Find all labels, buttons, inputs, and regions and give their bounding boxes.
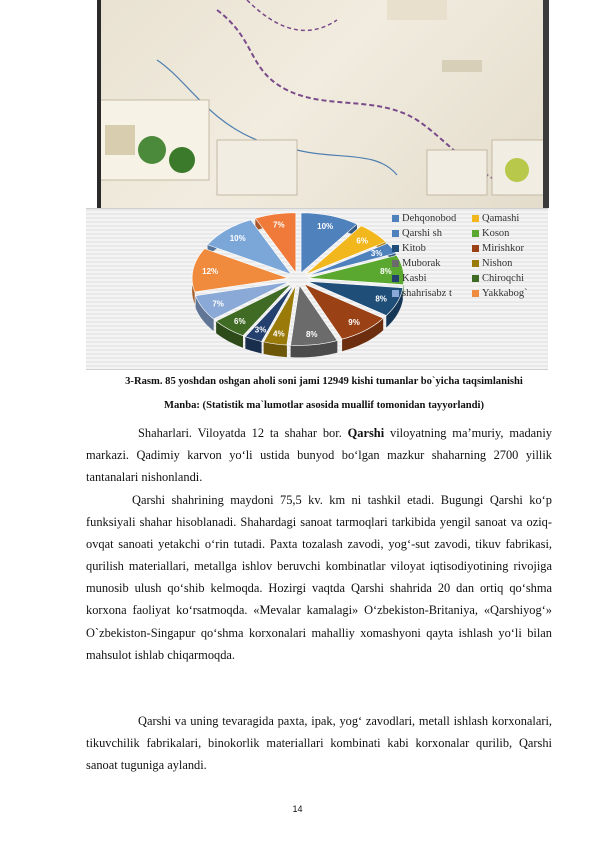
legend-swatch-5 xyxy=(472,245,479,252)
pie-chart xyxy=(86,208,548,370)
legend-label-9: Chiroqchi xyxy=(482,273,524,284)
legend-item-6 xyxy=(392,257,472,270)
legend-swatch-7 xyxy=(472,260,479,267)
slice-label-3: 8% xyxy=(380,267,392,277)
legend-label-4: Kitob xyxy=(402,243,426,254)
slice-label-5: 9% xyxy=(348,318,360,328)
legend-label-11: Yakkabog` xyxy=(482,288,528,299)
legend-item-11 xyxy=(472,287,544,300)
legend-label-0: Dehqonobod xyxy=(402,213,457,224)
legend-item-7 xyxy=(472,257,544,270)
slice-label-2: 3% xyxy=(370,249,383,259)
slice-label-11: 12% xyxy=(202,267,219,277)
slice-label-6: 8% xyxy=(305,330,318,340)
figure-caption: 3-Rasm. 85 yoshdan oshgan aholi soni jami 12949 kishi tumanlar bo`yicha taqsimlanishi xyxy=(125,376,523,387)
paragraph-1: Shaharlari. Viloyatda 12 ta shahar bor. Qarshi viloyatning ma’muriy, madaniy markazi. Qadimiy karvon yo‘li ustida bunyod bo‘lgan mazkur shaharning 2700 yillik tantanalari nishonlandi. xyxy=(86,426,552,485)
legend-label-2: Qarshi sh xyxy=(402,228,442,239)
legend-label-7: Nishon xyxy=(482,258,513,269)
figure-source: Manba: (Statistik ma`lumotlar asosida muallif tomonidan tayyorlandi) xyxy=(164,400,484,411)
paragraph-2: Qarshi shahrining maydoni 75,5 kv. km ni tashkil etadi. Bugungi Qarshi ko‘p funksiyali shahar hisoblanadi. Shahardagi sanoat tarmoqlari tarkibida yengil sanoat va oziq-ovqat sanoati yetakchi o‘rin tutadi. Paxta tozalash zavodi, yog‘-sut zavodi, tikuv fabrikasi, qurilish materiallari, metallga ishlov beruvchi kombinatlar viloyat iqtisodiyotining rivojiga munosib ulush qo‘shib kelmoqda. Hozirgi vaqtda Qarshi shahrida 20 dan ortiq qo‘shma korxona faoliyat ko‘rsatmoqda. «Mevalar kamalagi» O‘zbekiston-Britaniya, «Qarshiyog‘» O`zbekiston-Singapur qo‘shma korxonalari mahalliy xomashyoni qayta ishlash yo‘li bilan mahsulot ishlab chiqarmoqda. xyxy=(86,493,552,662)
legend-item-0 xyxy=(392,212,472,225)
map-frame-left xyxy=(97,0,101,208)
slice-label-1: 6% xyxy=(356,236,368,246)
legend-swatch-2 xyxy=(392,230,399,237)
legend-label-1: Qamashi xyxy=(482,213,520,224)
legend-swatch-8 xyxy=(392,275,399,282)
legend-swatch-0 xyxy=(392,215,399,222)
legend-label-10: shahrisabz t xyxy=(402,288,452,299)
paragraph-3: Qarshi va uning tevaragida paxta, ipak, yog‘ zavodlari, metall ishlash korxonalari, tikuvchilik fabrikalari, binokorlik materiallari kombinati kabi korxonalar qurilib, Qarshi sanoat tuguniga aylandi. xyxy=(86,714,552,773)
legend-item-8 xyxy=(392,272,472,285)
slice-label-12: 10% xyxy=(229,234,246,244)
slice-label-0: 10% xyxy=(317,221,334,231)
page-number: 14 xyxy=(292,804,303,814)
legend-item-2 xyxy=(392,227,472,240)
map-frame-right xyxy=(543,0,549,208)
legend-swatch-3 xyxy=(472,230,479,237)
legend-item-5 xyxy=(472,242,544,255)
legend-label-5: Mirishkor xyxy=(482,243,524,254)
legend-swatch-9 xyxy=(472,275,479,282)
map-illustration xyxy=(97,0,549,208)
legend-item-3 xyxy=(472,227,544,240)
legend-label-6: Muborak xyxy=(402,258,441,269)
legend-item-1 xyxy=(472,212,544,225)
legend-swatch-6 xyxy=(392,260,399,267)
slice-label-10: 7% xyxy=(212,299,224,309)
legend-item-9 xyxy=(472,272,544,285)
slice-label-9: 6% xyxy=(234,317,246,327)
legend-swatch-10 xyxy=(392,290,399,297)
legend-swatch-4 xyxy=(392,245,399,252)
legend-item-10 xyxy=(392,287,472,300)
city-name-bold: Qarshi xyxy=(347,426,385,440)
slice-label-8: 3% xyxy=(254,325,267,335)
legend-label-8: Kasbi xyxy=(402,273,427,284)
legend-label-3: Koson xyxy=(482,228,510,239)
legend-swatch-1 xyxy=(472,215,479,222)
legend-item-4 xyxy=(392,242,472,255)
map-photo xyxy=(97,0,549,208)
slice-label-13: 7% xyxy=(273,220,285,230)
slice-label-7: 4% xyxy=(273,329,285,339)
slice-label-4: 8% xyxy=(375,294,387,304)
legend-swatch-11 xyxy=(472,290,479,297)
chart-legend xyxy=(392,212,548,300)
